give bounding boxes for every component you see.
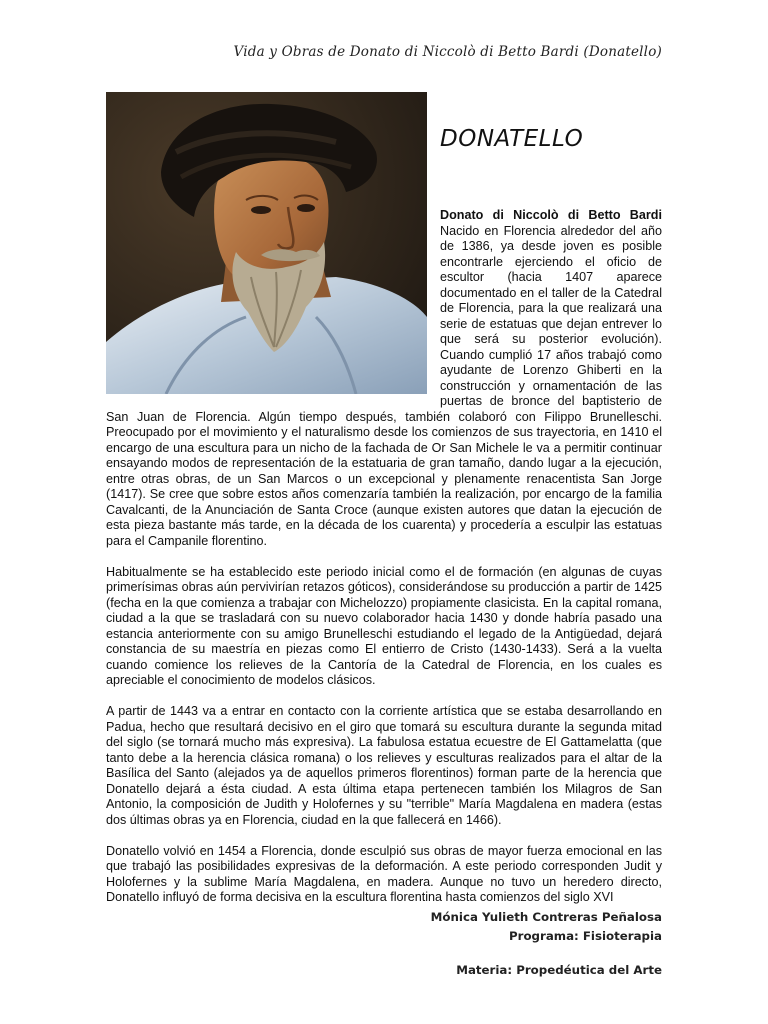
- intro-text: Nacido en Florencia alrededor del año de 1386, ya desde joven es posible encontrarle ejerciendo el oficio de escultor (hacia 1407 aparece documentado en el taller de la Catedral de Florencia, para la que realizará una serie de estatuas que dejan entrever lo que será su posterior evolución). Cuando cumplió 17 años trabajó como ayudante de Lorenzo Ghiberti en la construcción y ornamentación de las puertas de bronce del baptisterio de San Juan de Florencia. Algún tiempo después, también colaboró con Filippo Brunelleschi. Preocupado por el movimiento y el naturalismo desde los comienzos de sus trayectoria, en 1410 el encargo de una escultura para un nicho de la fachada de Or San Michele le va a permitir continuar ensayando modos de representación de la estatuaria de gran tamaño, dando lugar a la ejecución, entre otras obras, de un San Marcos o un excepcional y plenamente renacentista San Jorge (1417). Se cree que sobre estos años comenzaría también la realización, por encargo de la familia Cavalcanti, de la Anunciación de Santa Croce (aunque existen autores que datan la ejecución de esta pieza bastante más tarde, en la década de los cuarenta) y procedería a esculpir las estatuas para el Campanile florentino.: [106, 223, 662, 548]
- page-title: DONATELLO: [440, 126, 584, 152]
- article-body: [106, 208, 662, 921]
- paragraph-padua: A partir de 1443 va a entrar en contacto con la corriente artística que se estaba desarrollando en Padua, hecho que resultará decisivo en el giro que tomará su escultura durante la segunda mitad del siglo (se tornará mucho más expresiva). La fabulosa estatua ecuestre de El Gattamelatta (que tanto debe a la herencia clásica romana) o los relieves y esculturas realizados para el altar de la Basílica del Santo (alejados ya de aquellos primeros florentinos) forman parte de la herencia que Donatello dejará a ésta ciudad. A esta última etapa pertenecen también los Milagros de San Antonio, la composición de Judith y Holofernes y su "terrible" María Magdalena en madera (estas dos últimas obras ya en Florencia, ciudad en la que fallecerá en 1466).: [106, 704, 662, 827]
- author-name: Mónica Yulieth Contreras Peñalosa: [430, 910, 662, 924]
- image-wrap-spacer: [106, 208, 440, 408]
- program-line: Programa: Fisioterapia: [508, 929, 662, 943]
- paragraph-formation: Habitualmente se ha establecido este periodo inicial como el de formación (en algunas de cuyas primerísimas obras aún pervivirían retazos góticos), considerándose su producción a partir de 1425 (fecha en la que comienza a trabajar con Michelozzo) propiamente clasicista. En la capital romana, ciudad a la que se trasladará con su nuevo colaborador hacia 1430 y donde habría pasado una estancia anteriormente con su amigo Brunelleschi estudiando el legado de la Antigüedad, dejará constancia de su maestría en piezas como El entierro de Cristo (1430-1433). Será a la vuelta cuando comience los relieves de la Cantoría de la Catedral de Florencia, en los cuales es apreciable el conocimiento de modelos clásicos.: [106, 564, 662, 687]
- subject-name: Donato di Niccolò di Betto Bardi: [440, 208, 662, 222]
- paragraph-return-florence: Donatello volvió en 1454 a Florencia, donde esculpió sus obras de mayor fuerza emocional en las que trabajó las posibilidades expresivas de la deformación. A este periodo corresponden Judit y Holofernes y la sublime María Magdalena, en madera. Aunque no tuvo un heredero directo, Donatello influyó de forma decisiva en la escultura florentina hasta comienzos del siglo XVI: [106, 843, 662, 904]
- subject-line: Materia: Propedéutica del Arte: [456, 963, 662, 977]
- document-header: Vida y Obras de Donato di Niccolò di Betto Bardi (Donatello): [233, 44, 662, 60]
